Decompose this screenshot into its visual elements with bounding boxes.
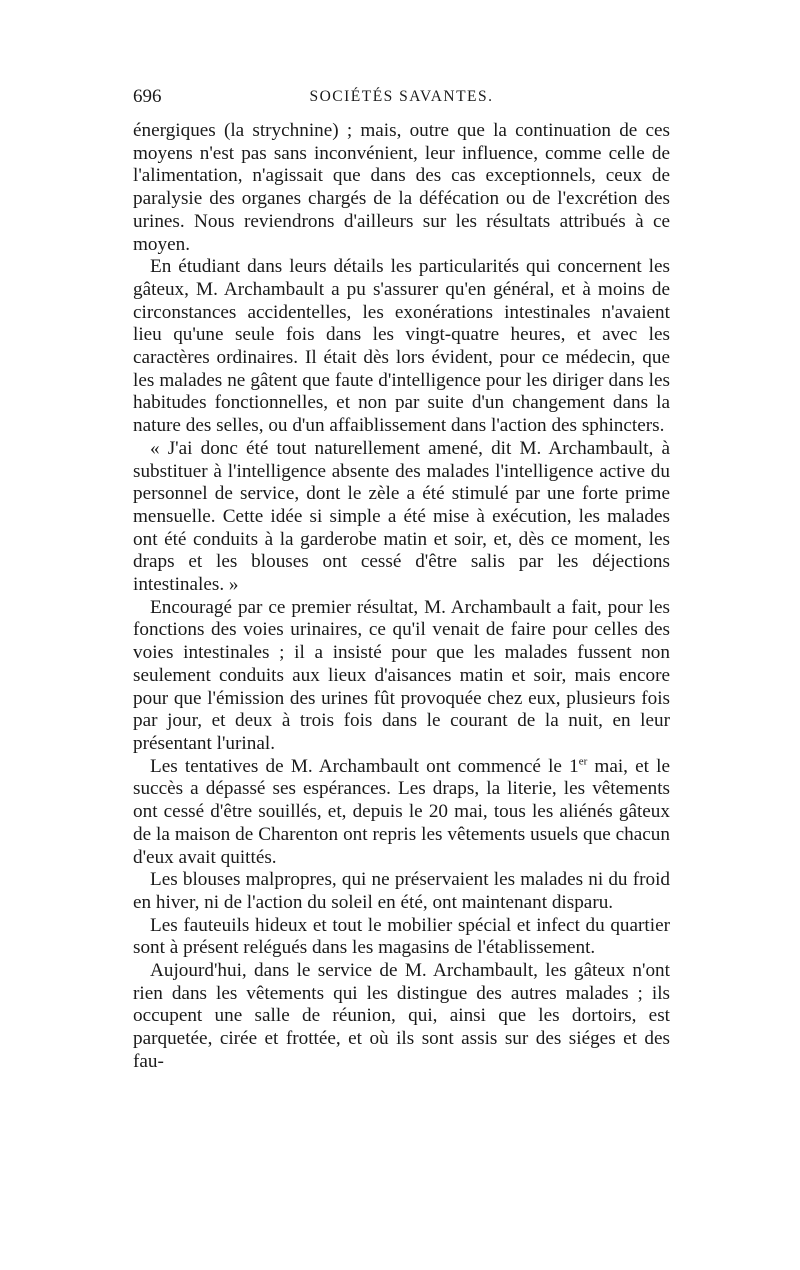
paragraph-urinary-functions: Encouragé par ce premier résultat, M. Archambault a fait, pour les fonctions des voies urinaires, ce qu'il venait de faire pour celles des voies intestinales ; il a insisté pour que les malades fussent non seulement conduits aux lieux d'aisances matin et soir, mais encore pour que l'émission des urines fût provoquée chez eux, plusieurs fois par jour, et deux à trois fois dans le courant de la nuit, en leur présentant l'urinal.	[133, 596, 670, 754]
paragraph-fauteuils: Les fauteuils hideux et tout le mobilier spécial et infect du quartier sont à présent relégués dans les magasins de l'établissement.	[133, 914, 670, 959]
paragraph-blouses: Les blouses malpropres, qui ne préservaient les malades ni du froid en hiver, ni de l'action du soleil en été, ont maintenant disparu.	[133, 869, 670, 913]
running-head	[133, 86, 670, 120]
paragraph-quotation: « J'ai donc été tout naturellement amené, dit M. Archambault, à substituer à l'intelligence absente des malades l'intelligence active du personnel de service, dont le zèle a été stimulé par une forte prime mensuelle. Cette idée si simple a été mise à exécution, les malades ont été conduits à la garderobe matin et soir, et, dès ce moment, les draps et les blouses ont cessé d'être salis par les déjections intestinales. »	[133, 437, 670, 596]
paragraph-results-end: mai, et le succès a dépassé ses espérances. Les draps, la literie, les vêtements ont cessé d'être souillés, et, depuis le 20 mai, tous les aliénés gâteux de la maison de Charenton ont repris les vêtements usuels que chacun d'eux avait quittés.	[133, 755, 670, 868]
book-page	[133, 86, 670, 1074]
paragraph-results-start: Les tentatives de M. Archambault ont commencé le 1	[150, 755, 579, 777]
ordinal-superscript: er	[578, 755, 588, 768]
paragraph-gateux-study: En étudiant dans leurs détails les particularités qui concernent les gâteux, M. Archambault a pu s'assurer qu'en général, et à moins de circonstances accidentelles, les exonérations intestinales n'avaient lieu qu'une seule fois dans les vingt-quatre heures, et avec les caractères ordinaires. Il était dès lors évident, pour ce médecin, que les malades ne gâtent que faute d'intelligence pour les diriger dans les habitudes fonctionnelles, et non par suite d'un changement dans la nature des selles, ou d'un affaiblissement dans l'action des sphincters.	[133, 256, 670, 437]
paragraph-continuation: énergiques (la strychnine) ; mais, outre que la continuation de ces moyens n'est pas sans inconvénient, leur influence, comme celle de l'alimentation, n'agissait que dans des cas exceptionnels, ceux de paralysie des organes chargés de la défécation ou de l'excrétion des urines. Nous reviendrons d'ailleurs sur les résultats attribués à ce moyen.	[133, 120, 670, 255]
paragraph-results	[133, 756, 670, 870]
paragraph-today: Aujourd'hui, dans le service de M. Archambault, les gâteux n'ont rien dans les vêtements qui les distingue des autres malades ; ils occupent une salle de réunion, qui, ainsi que les dortoirs, est parquetée, cirée et frottée, et où ils sont assis sur des siéges et des fau-	[133, 960, 670, 1072]
page-number: 696	[133, 86, 162, 107]
running-head-title: SOCIÉTÉS SAVANTES.	[309, 88, 494, 105]
body-text	[133, 120, 670, 1074]
